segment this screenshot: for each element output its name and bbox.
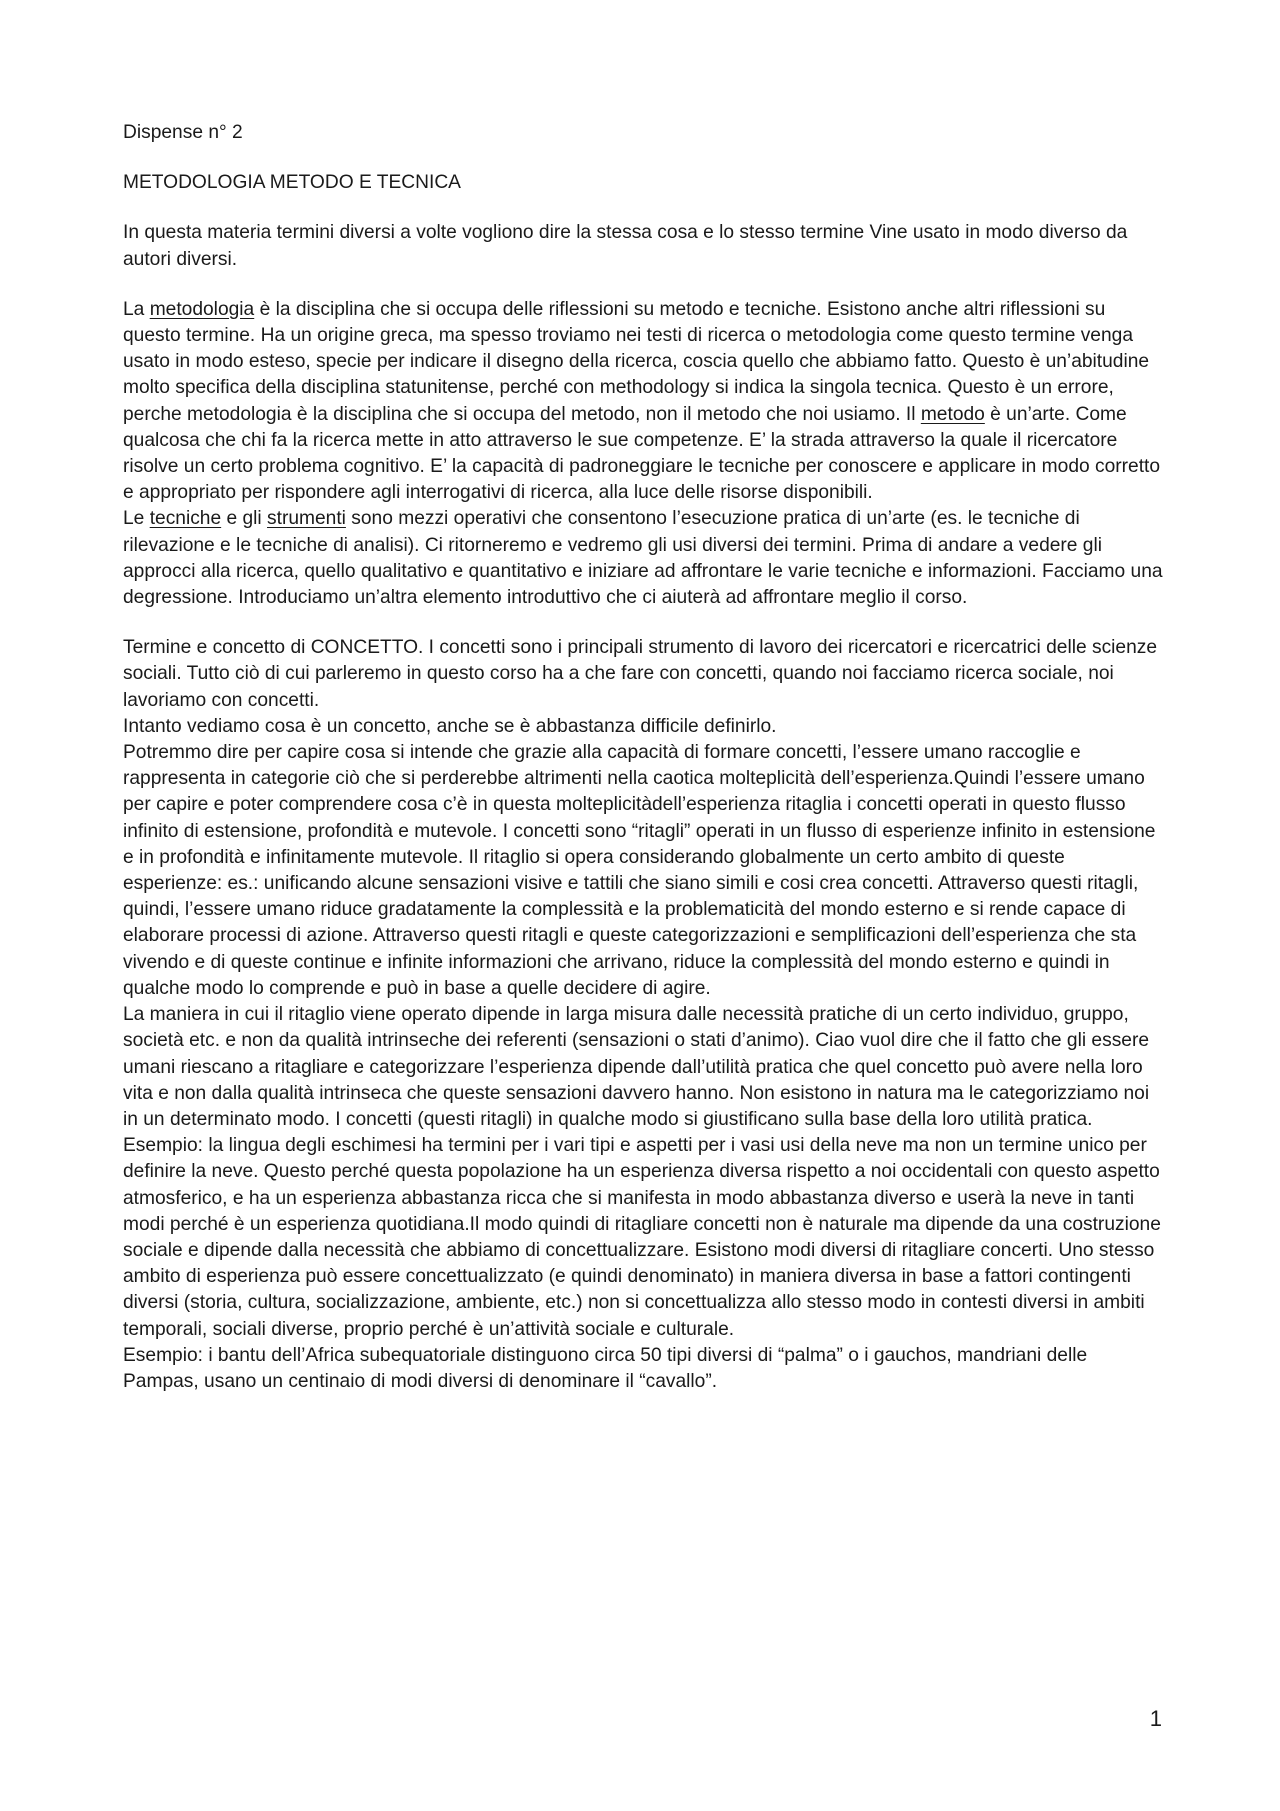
paragraph-text: è un’arte. Come qualcosa che chi fa la ricerca mette in atto attraverso le sue competenze. E’ la strada attraverso la quale il ricercatore risolve un certo problema cognitivo. E’ la capacità di padroneggiare le tecniche per conoscere e applicare in modo corretto e appropriato per rispondere agli interrogativi di ricerca, alla luce delle risorse disponibili. bbox=[123, 403, 1161, 504]
paragraph-concetto: Termine e concetto di CONCETTO. I concetti sono i principali strumento di lavoro dei ricercatori e ricercatrici delle scienze sociali. Tutto ciò di cui parleremo in questo corso ha a che fare con concetti, quando noi facciamo ricerca sociale, noi lavoriamo con concetti. bbox=[123, 637, 1158, 711]
paragraph-tecniche bbox=[123, 506, 1168, 611]
paragraph-text: è la disciplina che si occupa delle riflessioni su metodo e tecniche. Esistono anche altri riflessioni su questo termine. Ha un origine greca, ma spesso troviamo nei testi di ricerca o metodologia come questo termine venga usato in modo esteso, specie per indicare il disegno della ricerca, coscia quello che abbiamo fatto. Questo è un’abitudine molto specifica della disciplina statunitense, perché con methodology si indica la singola tecnica. Questo è un errore, perche metodologia è la disciplina che si occupa del metodo, non il metodo che noi usiamo. Il bbox=[123, 298, 1150, 425]
paragraph-metodologia bbox=[123, 297, 1168, 507]
term-metodo: metodo bbox=[920, 403, 985, 425]
term-metodologia: metodologia bbox=[149, 298, 255, 320]
term-tecniche: tecniche bbox=[149, 508, 222, 530]
document-title: METODOLOGIA METODO E TECNICA bbox=[123, 172, 461, 194]
paragraph-esempio-bantu: Esempio: i bantu dell’Africa subequatoriale distinguono circa 50 tipi diversi di “palma” o i gauchos, mandriani delle Pampas, usano un centinaio di modi diversi di denominare il “cavallo”. bbox=[123, 1344, 1088, 1392]
document-page bbox=[123, 120, 1168, 1395]
paragraph-text: Le bbox=[123, 508, 150, 530]
term-strumenti: strumenti bbox=[267, 508, 346, 530]
paragraph-necessita: La maniera in cui il ritaglio viene operato dipende in larga misura dalle necessità pratiche di un certo individuo, gruppo, società etc. e non da qualità intrinseche dei referenti (sensazioni o stati d’animo). Ciao vuol dire che il fatto che gli essere umani riescano a ritagliare e categorizzare l’esperienza dipende dall’utilità pratica che quel concetto può avere nella loro vita e non dalla qualità intrinseca che queste sensazioni davvero hanno. Non esistono in natura ma le categorizziamo noi in un determinato modo. I concetti (questi ritagli) in qualche modo si giustificano sulla base della loro utilità pratica. bbox=[123, 1004, 1150, 1130]
paragraph-esempio-eschimesi: Esempio: la lingua degli eschimesi ha termini per i vari tipi e aspetti per i vasi usi della neve ma non un termine unico per definire la neve. Questo perché questa popolazione ha un esperienza diversa rispetto a noi occidentali con questo aspetto atmosferico, e ha un esperienza abbastanza ricca che si manifesta in modo abbastanza diverso e userà la neve in tanti modi perché è un esperienza quotidiana.Il modo quindi di ritagliare concetti non è naturale ma dipende da una costruzione sociale e dipende dalla necessità che abbiamo di concettualizzare. Esistono modi diversi di ritagliare concerti. Uno stesso ambito di esperienza può essere concettualizzato (e quindi denominato) in maniera diversa in base a fattori contingenti diversi (storia, cultura, socializzazione, ambiente, etc.) non si concettualizza allo stesso modo in contesti diversi in ambiti temporali, sociali diverse, proprio perché è un’attività sociale e culturale. bbox=[123, 1135, 1161, 1340]
paragraph-text: La bbox=[123, 298, 150, 320]
paragraph-definizione: Intanto vediamo cosa è un concetto, anche se è abbastanza difficile definirlo. bbox=[123, 715, 777, 737]
page-number: 1 bbox=[1149, 1706, 1162, 1731]
paragraph-intro: In questa materia termini diversi a volte vogliono dire la stessa cosa e lo stesso termine Vine usato in modo diverso da autori diversi. bbox=[123, 222, 1128, 270]
document-header: Dispense n° 2 bbox=[123, 122, 243, 143]
paragraph-text: e gli bbox=[221, 508, 268, 530]
paragraph-text: sono mezzi operativi che consentono l’esecuzione pratica di un’arte (es. le tecniche di rilevazione e le tecniche di analisi). Ci ritorneremo e vedremo gli usi diversi dei termini. Prima di andare a vedere gli approcci alla ricerca, quello qualitativo e quantitativo e iniziare ad affrontare le varie tecniche e informazioni. Facciamo una degressione. Introduciamo un’altra elemento introduttivo che ci aiuterà ad affrontare meglio il corso. bbox=[123, 508, 1163, 609]
paragraph-ritagli: Potremmo dire per capire cosa si intende che grazie alla capacità di formare concetti, l’essere umano raccoglie e rappresenta in categorie ciò che si perderebbe altrimenti nella caotica molteplicità dell’esperienza.Quindi l’essere umano per capire e poter comprendere cosa c’è in questa molteplicitàdell’esperienza ritaglia i concetti operati in questo flusso infinito di estensione, profondità e mutevole. I concetti sono “ritagli” operati in un flusso di esperienze infinito in estensione e in profondità e infinitamente mutevole. Il ritaglio si opera considerando globalmente un certo ambito di queste esperienze: es.: unificando alcune sensazioni visive e tattili che siano simili e cosi crea concetti. Attraverso questi ritagli, quindi, l’essere umano riduce gradatamente la complessità e la problematicità del mondo esterno e si rende capace di elaborare processi di azione. Attraverso questi ritagli e queste categorizzazioni e semplificazioni dell’esperienza che sta vivendo e di queste continue e infinite informazioni che arrivano, riduce la complessità del mondo esterno e quindi in qualche modo lo comprende e può in base a quelle decidere di agire. bbox=[123, 742, 1156, 999]
